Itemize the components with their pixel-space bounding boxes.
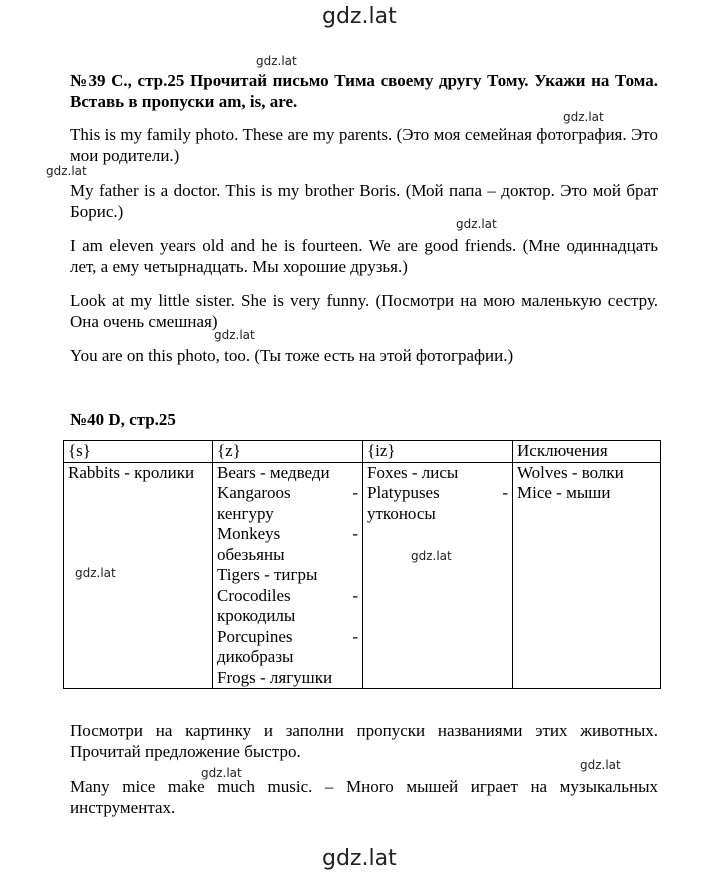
table-item: Tigers - тигры: [217, 565, 318, 584]
exercise-39-paragraph: I am eleven years old and he is fourteen. We are good friends. (Мне одиннадцать лет, а ему четырнадцать. Мы хорошие друзья.): [70, 236, 658, 276]
item-ru: кенгуру: [217, 503, 274, 523]
exercise-39-paragraph: Look at my little sister. She is very funny. (Посмотри на мою маленькую сестру. Она очень смешная): [70, 291, 658, 331]
exercise-39-paragraph: My father is a doctor. This is my brother Boris. (Мой папа – доктор. Это мой брат Борис.): [70, 181, 658, 221]
watermark-top: gdz.lat: [322, 4, 397, 29]
exercise-40-paragraph: Many mice make much music. – Много мышей играет на музыкальных инструментах.: [70, 777, 658, 817]
exercise-39-heading: №39 C., стр.25 Прочитай письмо Тима своему другу Тому. Укажи на Тома. Вставь в пропуски am, is, are.: [70, 71, 658, 111]
exercise-40-paragraph: Посмотри на картинку и заполни пропуски названиями этих животных. Прочитай предложение быстро.: [70, 721, 658, 761]
item-ru: утконосы: [367, 503, 436, 523]
item-en: Platypuses: [367, 483, 440, 502]
item-ru: дикобразы: [217, 647, 294, 666]
watermark: gdz.lat: [75, 566, 116, 580]
table-item: Frogs - лягушки: [217, 667, 333, 687]
table-item: Mice - мыши: [517, 483, 611, 502]
table-item: [217, 586, 358, 607]
table-item: [367, 483, 508, 504]
table-header-cell: {iz}: [363, 441, 513, 463]
exercise-40-heading: №40 D, стр.25: [70, 410, 176, 429]
column-s-cell: [64, 462, 213, 689]
dash: -: [352, 585, 358, 605]
item-en: Porcupines: [217, 626, 293, 646]
item-ru: обезьяны: [217, 544, 285, 564]
dash: -: [352, 524, 358, 543]
watermark: gdz.lat: [201, 766, 242, 780]
watermark: gdz.lat: [256, 54, 297, 68]
watermark: gdz.lat: [580, 758, 621, 772]
table-header-cell: {s}: [64, 441, 213, 463]
table-header-cell: Исключения: [513, 441, 661, 463]
item-en: Kangaroos: [217, 483, 291, 502]
exercise-39-paragraph: You are on this photo, too. (Ты тоже есть на этой фотографии.): [70, 346, 514, 365]
dash: -: [352, 483, 358, 502]
watermark: gdz.lat: [411, 549, 452, 563]
table-item: Foxes - лисы: [367, 462, 459, 482]
watermark: gdz.lat: [214, 328, 255, 342]
table-item: Wolves - волки: [517, 462, 624, 482]
table-item: [217, 627, 358, 648]
watermark: gdz.lat: [46, 164, 87, 178]
item-en: Monkeys: [217, 524, 281, 543]
table-row: [64, 462, 661, 689]
column-exceptions-cell: [513, 462, 661, 689]
item-en: Crocodiles: [217, 585, 291, 605]
table-header-cell: {z}: [213, 441, 363, 463]
table-item: [217, 483, 358, 504]
watermark-bottom: gdz.lat: [322, 846, 397, 871]
table-header-row: [64, 441, 661, 463]
item-ru: крокодилы: [217, 606, 296, 625]
dash: -: [352, 626, 358, 646]
table-item: [217, 524, 358, 545]
watermark: gdz.lat: [456, 217, 497, 231]
watermark: gdz.lat: [563, 110, 604, 124]
column-z-cell: [213, 462, 363, 689]
column-iz-cell: [363, 462, 513, 689]
dash: -: [502, 483, 508, 502]
table-item: Bears - медведи: [217, 462, 330, 482]
phonetics-table: [63, 440, 661, 689]
table-item: Rabbits - кролики: [68, 462, 195, 482]
exercise-39-paragraph: This is my family photo. These are my parents. (Это моя семейная фотография. Это мои родители.): [70, 125, 658, 165]
